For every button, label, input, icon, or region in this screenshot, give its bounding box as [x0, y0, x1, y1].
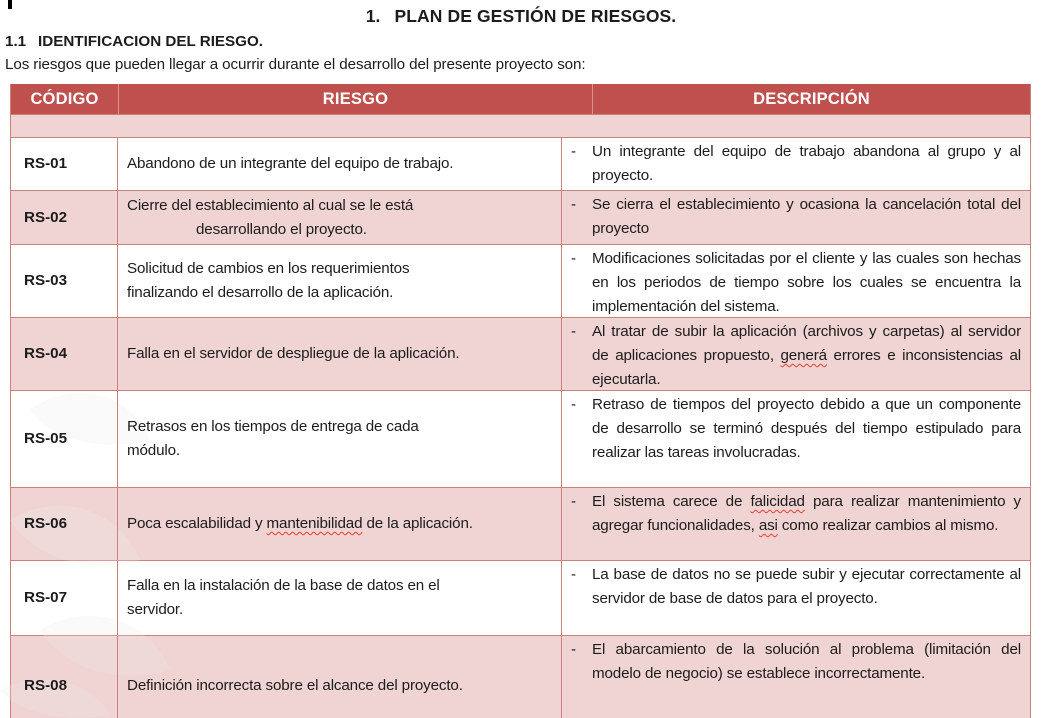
risk-description: [561, 561, 1030, 635]
page-title: [0, 6, 1042, 27]
header-cell-descripcion: DESCRIPCIÓN: [592, 84, 1030, 114]
risk-code: RS-04: [24, 345, 68, 362]
risk-name-line: Abandono de un integrante del equipo de trabajo.: [127, 155, 454, 172]
risk-description: [561, 191, 1030, 244]
misspelled-word: mantenibilidad: [266, 515, 363, 532]
dash-bullet: -: [571, 493, 576, 510]
empty-spacer-row: [11, 114, 1030, 137]
risk-description-text: El abarcamiento de la solución al problema (limitación del modelo de negocio) se establece incorrectamente.: [592, 641, 1021, 682]
table-row: [11, 390, 1030, 487]
risk-code: RS-07: [24, 589, 68, 606]
risk-name-line: Solicitud de cambios en los requerimientos: [127, 260, 410, 277]
risk-description: [561, 318, 1030, 390]
risk-table: [10, 84, 1031, 718]
section-title: IDENTIFICACION DEL RIESGO.: [38, 33, 264, 50]
misspelled-word: asi: [758, 517, 778, 534]
risk-name: [117, 561, 561, 635]
title-text: PLAN DE GESTIÓN DE RIESGOS.: [394, 6, 677, 26]
intro-paragraph: Los riesgos que pueden llegar a ocurrir durante el desarrollo del presente proyecto son:: [5, 56, 586, 73]
risk-description: [561, 138, 1030, 190]
risk-name: [117, 636, 561, 718]
risk-name-line: finalizando el desarrollo de la aplicación.: [127, 284, 394, 301]
table-row: [11, 244, 1030, 317]
risk-name: [117, 245, 561, 317]
dash-bullet: -: [571, 323, 576, 340]
risk-name: [117, 191, 561, 244]
risk-name: [117, 318, 561, 390]
table-row: [11, 190, 1030, 244]
table-row: [11, 560, 1030, 635]
risk-name-line: Cierre del establecimiento al cual se le está: [127, 196, 414, 214]
risk-description-text: Al tratar de subir la aplicación (archivos y carpetas) al servidor de aplicaciones propuesto, generá errores e inconsistencias al ejecutarla.: [592, 323, 1021, 388]
dash-bullet: -: [571, 641, 576, 658]
risk-name: [117, 138, 561, 190]
risk-code: RS-03: [24, 272, 68, 289]
table-row: [11, 137, 1030, 190]
header-cell-codigo: CÓDIGO: [30, 89, 99, 108]
risk-description-text: Se cierra el establecimiento y ocasiona la cancelación total del proyecto: [592, 196, 1021, 237]
dash-bullet: -: [571, 196, 576, 213]
risk-code: RS-01: [24, 155, 68, 172]
misspelled-word: generá: [780, 347, 827, 364]
misspelled-word: falicidad: [750, 493, 805, 510]
risk-code: RS-02: [24, 208, 68, 226]
dash-bullet: -: [571, 566, 576, 583]
section-heading: [5, 33, 263, 50]
risk-name-line: Retrasos en los tiempos de entrega de cada: [127, 418, 419, 435]
risk-name-line: Poca escalabilidad y mantenibilidad de la aplicación.: [127, 515, 473, 532]
risk-name-line: Falla en la instalación de la base de datos en el: [127, 577, 440, 594]
table-header-row: [11, 84, 1030, 114]
risk-code: RS-06: [24, 515, 68, 532]
table-row: [11, 487, 1030, 560]
risk-name-line: Definición incorrecta sobre el alcance del proyecto.: [127, 676, 463, 694]
risk-name-line: servidor.: [127, 601, 184, 618]
risk-description-text: La base de datos no se puede subir y ejecutar correctamente al servidor de base de datos para el proyecto.: [592, 566, 1021, 607]
risk-name: [117, 488, 561, 560]
risk-name-line: desarrollando el proyecto.: [196, 220, 367, 238]
dash-bullet: -: [571, 143, 576, 160]
risk-name-line: Falla en el servidor de despliegue de la aplicación.: [127, 345, 460, 362]
risk-description-text: El sistema carece de falicidad para realizar mantenimiento y agregar funcionalidades, asi como realizar cambios al mismo.: [592, 493, 1021, 534]
title-list-number: 1.: [365, 6, 381, 26]
risk-description: [561, 488, 1030, 560]
risk-description: [561, 636, 1030, 718]
table-row: [11, 317, 1030, 390]
dash-bullet: -: [571, 250, 576, 267]
section-number: 1.1: [5, 33, 27, 50]
table-rows: [11, 137, 1030, 718]
header-cell-riesgo: RIESGO: [118, 84, 592, 114]
risk-code: RS-08: [24, 676, 68, 694]
risk-description-text: Modificaciones solicitadas por el cliente y las cuales son hechas en los periodos de tiempo sobre los cuales se encuentra la implementación del sistema.: [592, 250, 1021, 315]
risk-description-text: Un integrante del equipo de trabajo abandona al grupo y al proyecto.: [592, 143, 1021, 184]
risk-description: [561, 391, 1030, 487]
risk-name: [117, 391, 561, 487]
risk-code: RS-05: [24, 430, 68, 447]
table-row: [11, 635, 1030, 718]
risk-description: [561, 245, 1030, 317]
risk-name-line: módulo.: [127, 442, 180, 459]
risk-description-text: Retraso de tiempos del proyecto debido a que un componente de desarrollo se terminó después del tiempo estipulado para realizar las tareas involucradas.: [592, 396, 1021, 461]
dash-bullet: -: [571, 396, 576, 413]
